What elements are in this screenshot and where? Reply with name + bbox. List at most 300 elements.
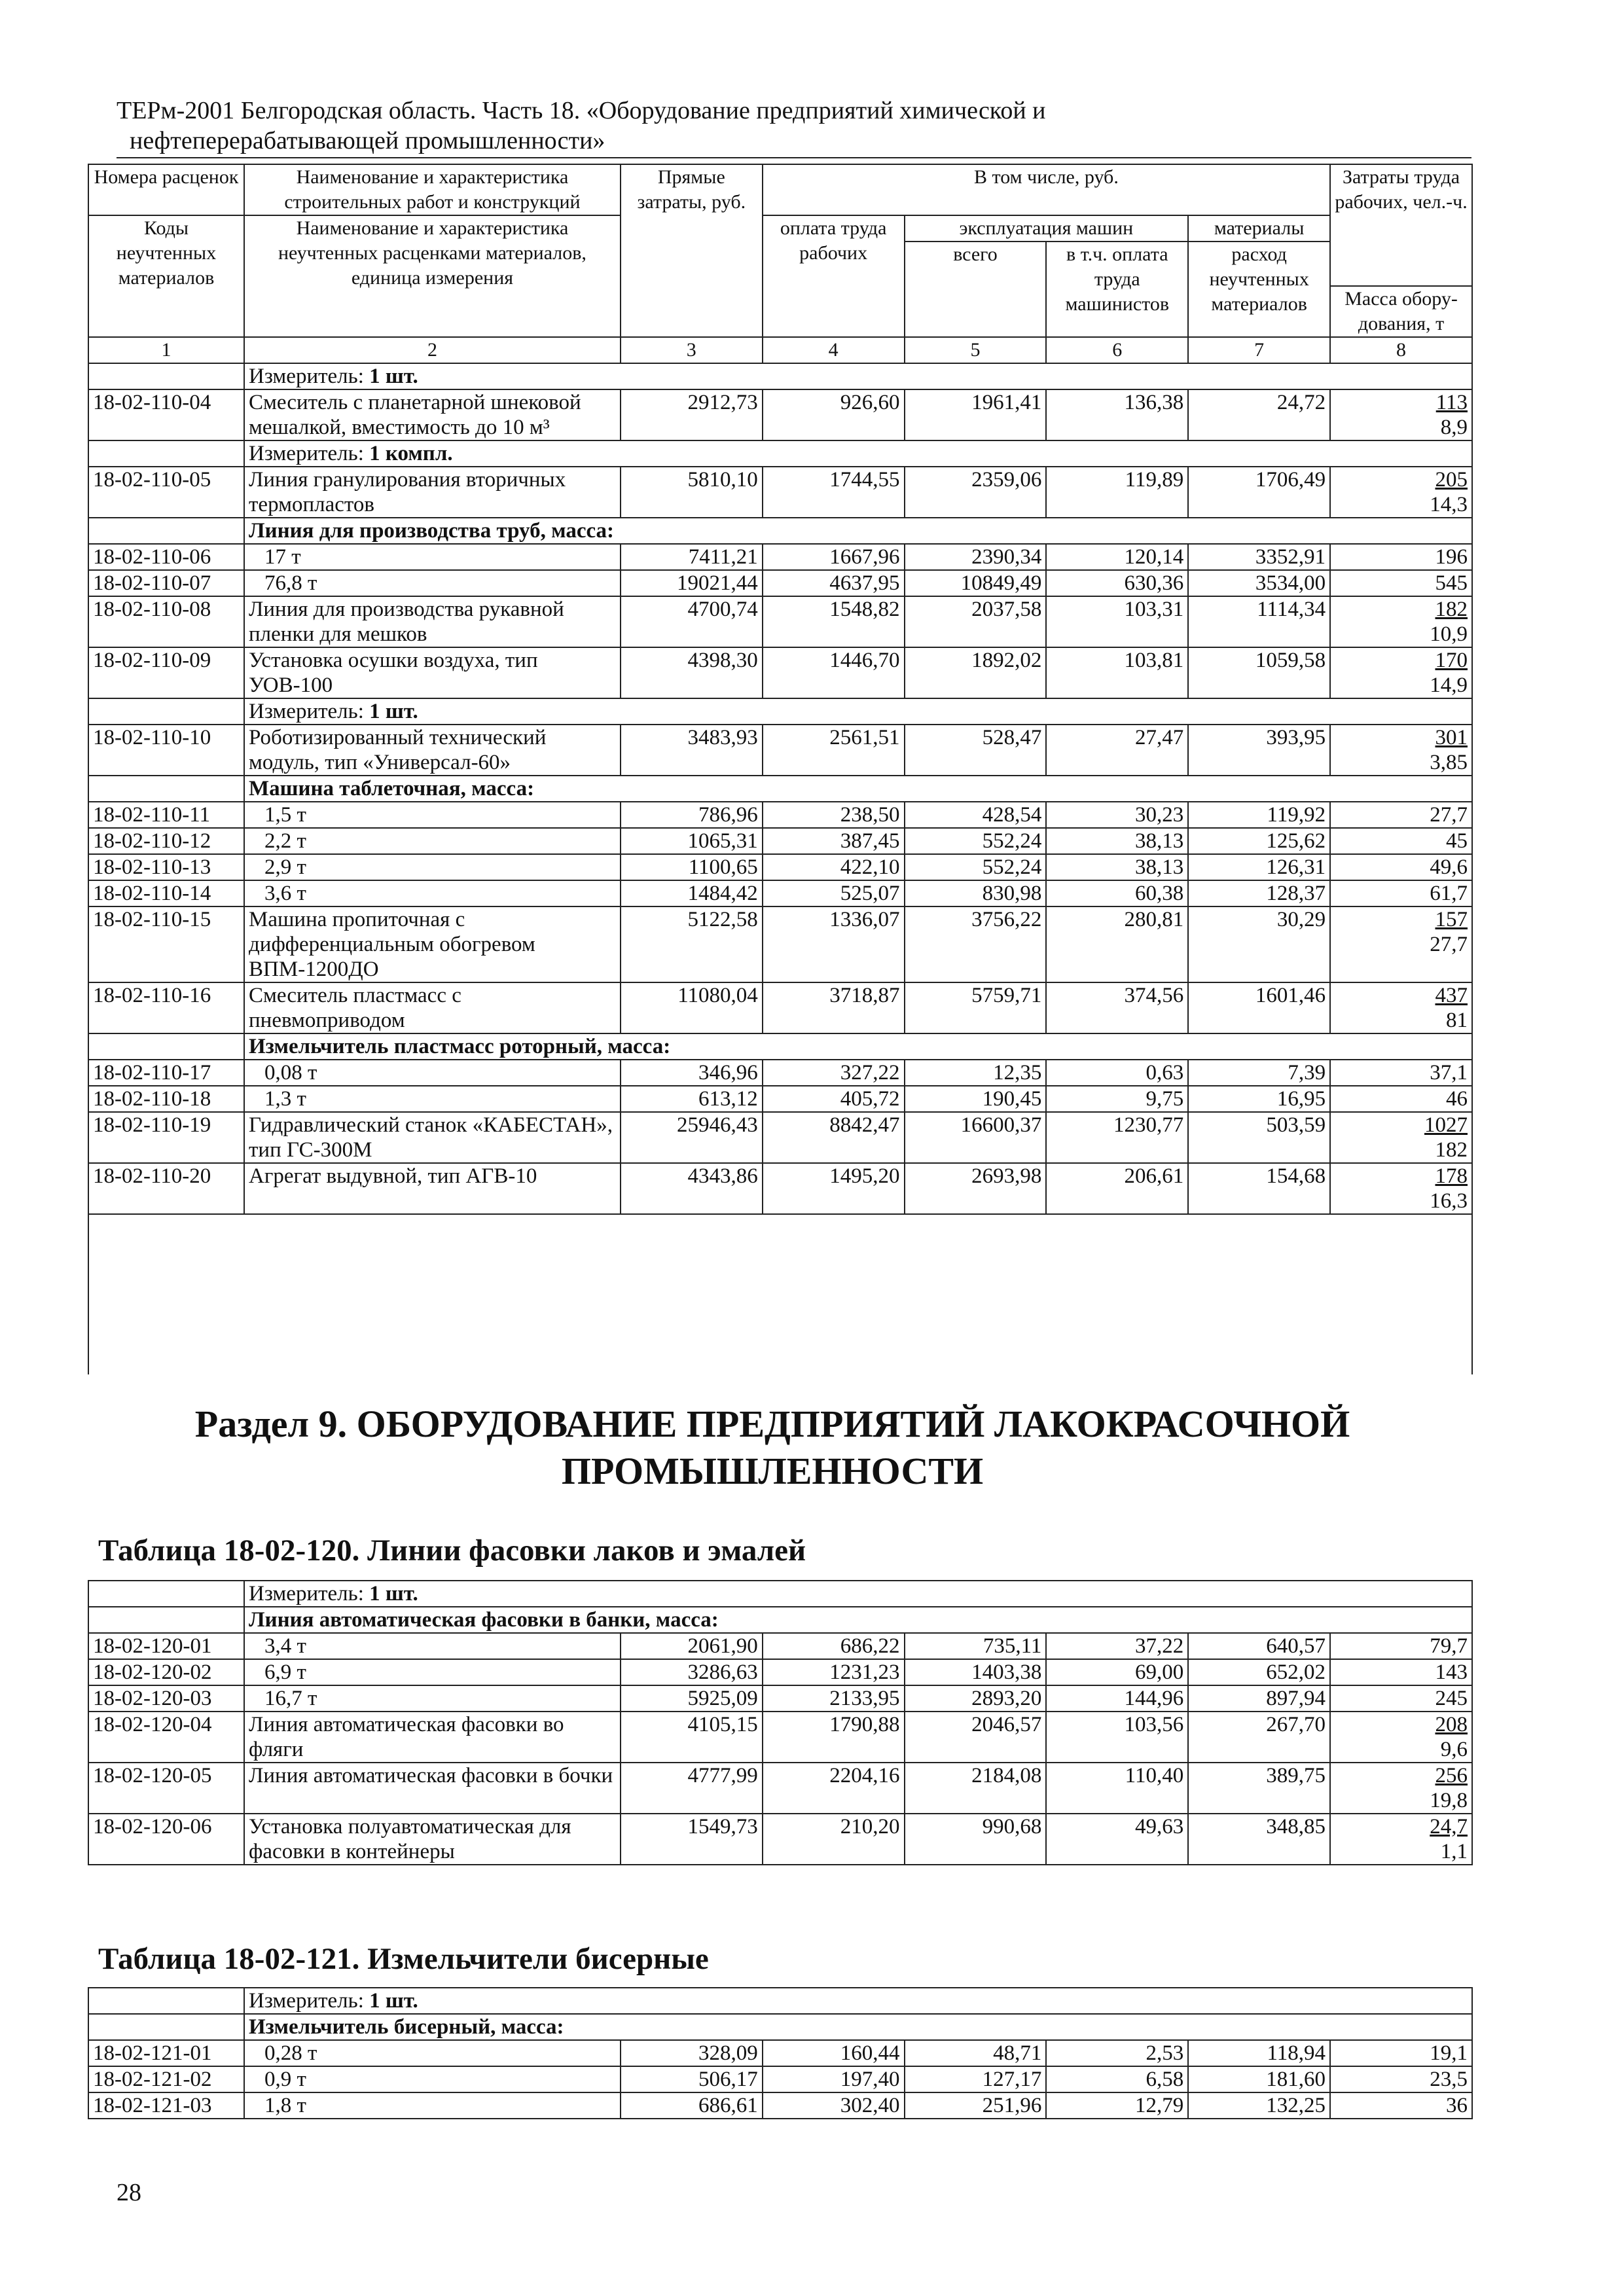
labor-mass — [1330, 725, 1472, 776]
rate-name: Линия автоматическая фасовки во фляги — [244, 1712, 621, 1763]
worker-pay: 387,45 — [763, 828, 905, 854]
group-label: Измельчитель пластмасс роторный, масса: — [244, 1033, 1472, 1060]
measure-label — [244, 363, 1472, 389]
group-row — [88, 518, 1472, 544]
rate-name: 3,6 т — [244, 880, 621, 906]
measure-label — [244, 1581, 1472, 1607]
group-label: Линия для производства труб, масса: — [244, 518, 1472, 544]
materials-cost: 119,92 — [1188, 802, 1330, 828]
rate-code: 18-02-110-20 — [88, 1163, 244, 1214]
rate-name: 0,28 т — [244, 2040, 621, 2066]
machine-cost: 1403,38 — [905, 1659, 1047, 1685]
labor-mass — [1330, 880, 1472, 906]
materials-cost: 30,29 — [1188, 906, 1330, 982]
measure-unit: 1 шт. — [369, 1989, 418, 2013]
group-row — [88, 776, 1472, 802]
hdr-colnum-2: 2 — [244, 337, 621, 363]
direct-cost: 1549,73 — [621, 1814, 763, 1865]
machinist-pay: 103,31 — [1046, 596, 1188, 647]
rate-name: 1,3 т — [244, 1086, 621, 1112]
rate-row — [88, 1112, 1472, 1163]
machine-cost: 251,96 — [905, 2092, 1047, 2119]
machine-cost: 830,98 — [905, 880, 1047, 906]
measure-label — [244, 1988, 1472, 2014]
hdr-machines: эксплуатация машин — [905, 215, 1189, 242]
equipment-mass: 9,6 — [1440, 1738, 1468, 1761]
rate-name: 16,7 т — [244, 1685, 621, 1712]
direct-cost: 686,61 — [621, 2092, 763, 2119]
group-spacer — [88, 518, 244, 544]
labor-mass — [1330, 1763, 1472, 1814]
hdr-mass: Масса обору-дования, т — [1330, 286, 1472, 337]
materials-cost: 3352,91 — [1188, 544, 1330, 570]
rates-table-18-02-110 — [88, 164, 1473, 1215]
direct-cost: 4700,74 — [621, 596, 763, 647]
materials-cost: 389,75 — [1188, 1763, 1330, 1814]
machinist-pay: 120,14 — [1046, 544, 1188, 570]
worker-pay: 210,20 — [763, 1814, 905, 1865]
worker-pay: 1446,70 — [763, 647, 905, 698]
direct-cost: 3483,93 — [621, 725, 763, 776]
machine-cost: 735,11 — [905, 1633, 1047, 1659]
rate-code: 18-02-110-19 — [88, 1112, 244, 1163]
worker-pay: 197,40 — [763, 2066, 905, 2092]
machinist-pay: 1230,77 — [1046, 1112, 1188, 1163]
direct-cost: 1100,65 — [621, 854, 763, 880]
rate-name: Линия гранулирования вторичных термопластов — [244, 467, 621, 518]
measure-text: Измеритель: — [249, 442, 370, 465]
materials-cost: 118,94 — [1188, 2040, 1330, 2066]
materials-cost: 125,62 — [1188, 828, 1330, 854]
machinist-pay: 119,89 — [1046, 467, 1188, 518]
hdr-col1-bottom: Коды неучтенных материалов — [88, 215, 244, 337]
machinist-pay: 37,22 — [1046, 1633, 1188, 1659]
measure-spacer — [88, 363, 244, 389]
hdr-colnum-3: 3 — [621, 337, 763, 363]
materials-cost: 16,95 — [1188, 1086, 1330, 1112]
table-title-18-02-120: Таблица 18-02-120. Линии фасовки лаков и эмалей — [98, 1534, 806, 1568]
hdr-incl: В том числе, руб. — [763, 164, 1330, 215]
machine-cost: 16600,37 — [905, 1112, 1047, 1163]
table-title-18-02-121: Таблица 18-02-121. Измельчители бисерные — [98, 1942, 709, 1976]
materials-cost: 348,85 — [1188, 1814, 1330, 1865]
rate-code: 18-02-110-10 — [88, 725, 244, 776]
labor-mass — [1330, 1060, 1472, 1086]
rate-row — [88, 570, 1472, 596]
worker-pay: 4637,95 — [763, 570, 905, 596]
rate-code: 18-02-110-18 — [88, 1086, 244, 1112]
rate-name: 6,9 т — [244, 1659, 621, 1685]
machinist-pay: 12,79 — [1046, 2092, 1188, 2119]
hdr-machines-total: всего — [905, 242, 1047, 337]
rate-name: Установка полуавтоматическая для фасовки в контейнеры — [244, 1814, 621, 1865]
rate-name: Машина пропиточная с дифференциальным обогревом ВПМ-1200ДО — [244, 906, 621, 982]
worker-pay: 2561,51 — [763, 725, 905, 776]
rate-row — [88, 1086, 1472, 1112]
equipment-mass: 182 — [1435, 1138, 1468, 1162]
materials-cost: 7,39 — [1188, 1060, 1330, 1086]
direct-cost: 7411,21 — [621, 544, 763, 570]
rate-code: 18-02-110-08 — [88, 596, 244, 647]
rate-name: 0,08 т — [244, 1060, 621, 1086]
labor-cost: 437 — [1435, 984, 1468, 1007]
rate-row — [88, 2092, 1472, 2119]
rate-row — [88, 880, 1472, 906]
direct-cost: 1484,42 — [621, 880, 763, 906]
group-spacer — [88, 776, 244, 802]
hdr-materials-sub: расход неучтенных материалов — [1188, 242, 1330, 337]
worker-pay: 2133,95 — [763, 1685, 905, 1712]
measure-row — [88, 363, 1472, 389]
hdr-colnum-4: 4 — [763, 337, 905, 363]
labor-cost: 157 — [1435, 908, 1468, 931]
machinist-pay: 27,47 — [1046, 725, 1188, 776]
machinist-pay: 103,56 — [1046, 1712, 1188, 1763]
rate-code: 18-02-110-07 — [88, 570, 244, 596]
machinist-pay: 110,40 — [1046, 1763, 1188, 1814]
labor-mass — [1330, 1814, 1472, 1865]
labor-cost: 182 — [1435, 598, 1468, 621]
rate-code: 18-02-110-12 — [88, 828, 244, 854]
rate-row — [88, 725, 1472, 776]
labor-cost: 208 — [1435, 1713, 1468, 1736]
group-spacer — [88, 2014, 244, 2040]
equipment-mass: 8,9 — [1440, 416, 1468, 439]
materials-cost: 393,95 — [1188, 725, 1330, 776]
page-header-line1: ТЕРм-2001 Белгородская область. Часть 18. «Оборудование предприятий химической и — [117, 97, 1046, 124]
materials-cost: 897,94 — [1188, 1685, 1330, 1712]
machine-cost: 48,71 — [905, 2040, 1047, 2066]
hdr-colnum-7: 7 — [1188, 337, 1330, 363]
labor-cost: 113 — [1435, 391, 1468, 414]
machinist-pay: 144,96 — [1046, 1685, 1188, 1712]
direct-cost: 506,17 — [621, 2066, 763, 2092]
worker-pay: 686,22 — [763, 1633, 905, 1659]
labor-mass — [1330, 2040, 1472, 2066]
direct-cost: 4777,99 — [621, 1763, 763, 1814]
machine-cost: 2693,98 — [905, 1163, 1047, 1214]
page-header-line2: нефтеперерабатывающей промышленности» — [130, 127, 605, 154]
rate-row — [88, 389, 1472, 440]
labor-mass — [1330, 596, 1472, 647]
measure-row — [88, 1581, 1472, 1607]
rate-code: 18-02-110-15 — [88, 906, 244, 982]
materials-cost: 181,60 — [1188, 2066, 1330, 2092]
labor-mass — [1330, 982, 1472, 1033]
worker-pay: 302,40 — [763, 2092, 905, 2119]
rate-name: Агрегат выдувной, тип АГВ-10 — [244, 1163, 621, 1214]
machine-cost: 990,68 — [905, 1814, 1047, 1865]
labor-cost: 24,7 — [1430, 1815, 1468, 1839]
direct-cost: 19021,44 — [621, 570, 763, 596]
rate-code: 18-02-120-06 — [88, 1814, 244, 1865]
direct-cost: 4398,30 — [621, 647, 763, 698]
labor-cost: 205 — [1435, 468, 1468, 492]
rate-name: Смеситель пластмасс с пневмоприводом — [244, 982, 621, 1033]
rate-name: 17 т — [244, 544, 621, 570]
rate-code: 18-02-121-01 — [88, 2040, 244, 2066]
labor-cost: 61,7 — [1430, 882, 1468, 905]
section-title: Раздел 9. ОБОРУДОВАНИЕ ПРЕДПРИЯТИЙ ЛАКОКРАСОЧНОЙ ПРОМЫШЛЕННОСТИ — [194, 1403, 1350, 1492]
rate-code: 18-02-110-06 — [88, 544, 244, 570]
rate-code: 18-02-110-05 — [88, 467, 244, 518]
machinist-pay: 9,75 — [1046, 1086, 1188, 1112]
measure-text: Измеритель: — [249, 1989, 370, 2013]
labor-cost: 178 — [1435, 1164, 1468, 1188]
machine-cost: 12,35 — [905, 1060, 1047, 1086]
measure-unit: 1 шт. — [369, 700, 418, 723]
rate-name: Установка осушки воздуха, тип УОВ-100 — [244, 647, 621, 698]
worker-pay: 422,10 — [763, 854, 905, 880]
rate-code: 18-02-121-02 — [88, 2066, 244, 2092]
rate-row — [88, 647, 1472, 698]
measure-label — [244, 440, 1472, 467]
materials-cost: 24,72 — [1188, 389, 1330, 440]
machine-cost: 2046,57 — [905, 1712, 1047, 1763]
labor-mass — [1330, 854, 1472, 880]
worker-pay: 1231,23 — [763, 1659, 905, 1685]
direct-cost: 613,12 — [621, 1086, 763, 1112]
machine-cost: 5759,71 — [905, 982, 1047, 1033]
machine-cost: 10849,49 — [905, 570, 1047, 596]
labor-cost: 23,5 — [1430, 2068, 1468, 2091]
direct-cost: 346,96 — [621, 1060, 763, 1086]
labor-cost: 301 — [1435, 726, 1468, 749]
direct-cost: 1065,31 — [621, 828, 763, 854]
labor-mass — [1330, 1659, 1472, 1685]
rate-code: 18-02-110-04 — [88, 389, 244, 440]
equipment-mass: 27,7 — [1430, 933, 1468, 956]
materials-cost: 3534,00 — [1188, 570, 1330, 596]
rate-name: Линия автоматическая фасовки в бочки — [244, 1763, 621, 1814]
rate-row — [88, 596, 1472, 647]
measure-row — [88, 698, 1472, 725]
rate-row — [88, 1659, 1472, 1685]
rate-name: 2,9 т — [244, 854, 621, 880]
direct-cost: 4343,86 — [621, 1163, 763, 1214]
hdr-labor: Затраты труда рабочих, чел.-ч. — [1330, 164, 1472, 286]
equipment-mass: 10,9 — [1430, 622, 1468, 646]
machine-cost: 1961,41 — [905, 389, 1047, 440]
rate-name: 1,8 т — [244, 2092, 621, 2119]
machine-cost: 528,47 — [905, 725, 1047, 776]
machinist-pay: 38,13 — [1046, 854, 1188, 880]
rate-row — [88, 1163, 1472, 1214]
rate-code: 18-02-120-03 — [88, 1685, 244, 1712]
rate-row — [88, 906, 1472, 982]
rates-table-18-02-121 — [88, 1987, 1473, 2119]
machine-cost: 552,24 — [905, 828, 1047, 854]
machine-cost: 2184,08 — [905, 1763, 1047, 1814]
rate-code: 18-02-120-01 — [88, 1633, 244, 1659]
rate-name: Линия для производства рукавной пленки для мешков — [244, 596, 621, 647]
machinist-pay: 103,81 — [1046, 647, 1188, 698]
rate-code: 18-02-110-13 — [88, 854, 244, 880]
labor-cost: 1027 — [1424, 1113, 1468, 1137]
equipment-mass: 1,1 — [1440, 1840, 1468, 1863]
labor-cost: 49,6 — [1430, 855, 1468, 879]
machine-cost: 2359,06 — [905, 467, 1047, 518]
measure-label — [244, 698, 1472, 725]
hdr-materials: материалы — [1188, 215, 1330, 242]
labor-mass — [1330, 1712, 1472, 1763]
machinist-pay: 0,63 — [1046, 1060, 1188, 1086]
worker-pay: 1744,55 — [763, 467, 905, 518]
labor-cost: 245 — [1435, 1687, 1468, 1710]
machine-cost: 190,45 — [905, 1086, 1047, 1112]
worker-pay: 8842,47 — [763, 1112, 905, 1163]
labor-cost: 37,1 — [1430, 1061, 1468, 1085]
measure-spacer — [88, 698, 244, 725]
materials-cost: 1601,46 — [1188, 982, 1330, 1033]
group-label: Измельчитель бисерный, масса: — [244, 2014, 1472, 2040]
rate-row — [88, 802, 1472, 828]
labor-cost: 36 — [1446, 2094, 1468, 2117]
worker-pay: 1336,07 — [763, 906, 905, 982]
labor-cost: 170 — [1435, 649, 1468, 672]
direct-cost: 5122,58 — [621, 906, 763, 982]
materials-cost: 132,25 — [1188, 2092, 1330, 2119]
materials-cost: 1706,49 — [1188, 467, 1330, 518]
materials-cost: 503,59 — [1188, 1112, 1330, 1163]
rate-code: 18-02-110-11 — [88, 802, 244, 828]
equipment-mass: 14,3 — [1430, 493, 1468, 516]
rate-row — [88, 1060, 1472, 1086]
rate-code: 18-02-110-16 — [88, 982, 244, 1033]
group-row — [88, 1033, 1472, 1060]
rate-row — [88, 828, 1472, 854]
rate-row — [88, 1633, 1472, 1659]
hdr-colnum-6: 6 — [1046, 337, 1188, 363]
labor-cost: 79,7 — [1430, 1634, 1468, 1658]
labor-mass — [1330, 647, 1472, 698]
machinist-pay: 374,56 — [1046, 982, 1188, 1033]
rate-name: Роботизированный технический модуль, тип «Универсал-60» — [244, 725, 621, 776]
worker-pay: 327,22 — [763, 1060, 905, 1086]
measure-spacer — [88, 1988, 244, 2014]
rate-row — [88, 2040, 1472, 2066]
hdr-col2-bottom: Наименование и характеристика неучтенных расценками материалов, единица измерения — [244, 215, 621, 337]
rate-code: 18-02-121-03 — [88, 2092, 244, 2119]
materials-cost: 128,37 — [1188, 880, 1330, 906]
labor-mass — [1330, 828, 1472, 854]
worker-pay: 3718,87 — [763, 982, 905, 1033]
equipment-mass: 16,3 — [1430, 1189, 1468, 1213]
labor-mass — [1330, 389, 1472, 440]
labor-mass — [1330, 802, 1472, 828]
hdr-col1-top: Номера расценок — [88, 164, 244, 215]
materials-cost: 1114,34 — [1188, 596, 1330, 647]
rate-code: 18-02-110-17 — [88, 1060, 244, 1086]
worker-pay: 1495,20 — [763, 1163, 905, 1214]
labor-cost: 45 — [1446, 829, 1468, 853]
rate-name: Смеситель с планетарной шнековой мешалкой, вместимость до 10 м³ — [244, 389, 621, 440]
rate-name: 76,8 т — [244, 570, 621, 596]
worker-pay: 2204,16 — [763, 1763, 905, 1814]
measure-unit: 1 шт. — [369, 1582, 418, 1605]
labor-cost: 27,7 — [1430, 803, 1468, 827]
machinist-pay: 2,53 — [1046, 2040, 1188, 2066]
machine-cost: 2037,58 — [905, 596, 1047, 647]
materials-cost: 1059,58 — [1188, 647, 1330, 698]
equipment-mass: 3,85 — [1430, 751, 1468, 774]
equipment-mass: 81 — [1446, 1009, 1468, 1032]
hdr-direct: Прямые затраты, руб. — [621, 164, 763, 337]
machinist-pay: 630,36 — [1046, 570, 1188, 596]
rate-row — [88, 982, 1472, 1033]
machinist-pay: 280,81 — [1046, 906, 1188, 982]
rate-row — [88, 2066, 1472, 2092]
machinist-pay: 136,38 — [1046, 389, 1188, 440]
rate-name: 2,2 т — [244, 828, 621, 854]
materials-cost: 154,68 — [1188, 1163, 1330, 1214]
machinist-pay: 6,58 — [1046, 2066, 1188, 2092]
rate-row — [88, 1685, 1472, 1712]
rate-name: 3,4 т — [244, 1633, 621, 1659]
direct-cost: 25946,43 — [621, 1112, 763, 1163]
measure-unit: 1 шт. — [369, 365, 418, 388]
labor-mass — [1330, 2092, 1472, 2119]
hdr-col2-top: Наименование и характеристика строительных работ и конструкций — [244, 164, 621, 215]
labor-cost: 19,1 — [1430, 2041, 1468, 2065]
measure-text: Измеритель: — [249, 1582, 370, 1605]
rate-row — [88, 1763, 1472, 1814]
machinist-pay: 60,38 — [1046, 880, 1188, 906]
page-header — [117, 96, 1491, 156]
machinist-pay: 69,00 — [1046, 1659, 1188, 1685]
hdr-colnum-5: 5 — [905, 337, 1047, 363]
group-spacer — [88, 1607, 244, 1633]
labor-mass — [1330, 570, 1472, 596]
labor-mass — [1330, 544, 1472, 570]
equipment-mass: 19,8 — [1430, 1789, 1468, 1812]
labor-mass — [1330, 1633, 1472, 1659]
machinist-pay: 49,63 — [1046, 1814, 1188, 1865]
page-number: 28 — [117, 2179, 141, 2206]
direct-cost: 4105,15 — [621, 1712, 763, 1763]
measure-unit: 1 компл. — [369, 442, 453, 465]
direct-cost: 328,09 — [621, 2040, 763, 2066]
rate-code: 18-02-110-09 — [88, 647, 244, 698]
group-row — [88, 2014, 1472, 2040]
rate-row — [88, 544, 1472, 570]
labor-mass — [1330, 1163, 1472, 1214]
machine-cost: 2390,34 — [905, 544, 1047, 570]
materials-cost: 126,31 — [1188, 854, 1330, 880]
rate-name: 0,9 т — [244, 2066, 621, 2092]
labor-cost: 143 — [1435, 1660, 1468, 1684]
machinist-pay: 38,13 — [1046, 828, 1188, 854]
direct-cost: 2912,73 — [621, 389, 763, 440]
worker-pay: 1548,82 — [763, 596, 905, 647]
direct-cost: 786,96 — [621, 802, 763, 828]
rate-code: 18-02-110-14 — [88, 880, 244, 906]
worker-pay: 160,44 — [763, 2040, 905, 2066]
rate-row — [88, 1712, 1472, 1763]
rates-table-18-02-120 — [88, 1580, 1473, 1865]
machine-cost: 2893,20 — [905, 1685, 1047, 1712]
rate-code: 18-02-120-05 — [88, 1763, 244, 1814]
labor-mass — [1330, 467, 1472, 518]
direct-cost: 11080,04 — [621, 982, 763, 1033]
labor-cost: 256 — [1435, 1764, 1468, 1787]
hdr-machines-pay: в т.ч. оплата труда машинистов — [1046, 242, 1188, 337]
machinist-pay: 206,61 — [1046, 1163, 1188, 1214]
group-label: Линия автоматическая фасовки в банки, масса: — [244, 1607, 1472, 1633]
machine-cost: 127,17 — [905, 2066, 1047, 2092]
equipment-mass: 14,9 — [1430, 673, 1468, 697]
machinist-pay: 30,23 — [1046, 802, 1188, 828]
